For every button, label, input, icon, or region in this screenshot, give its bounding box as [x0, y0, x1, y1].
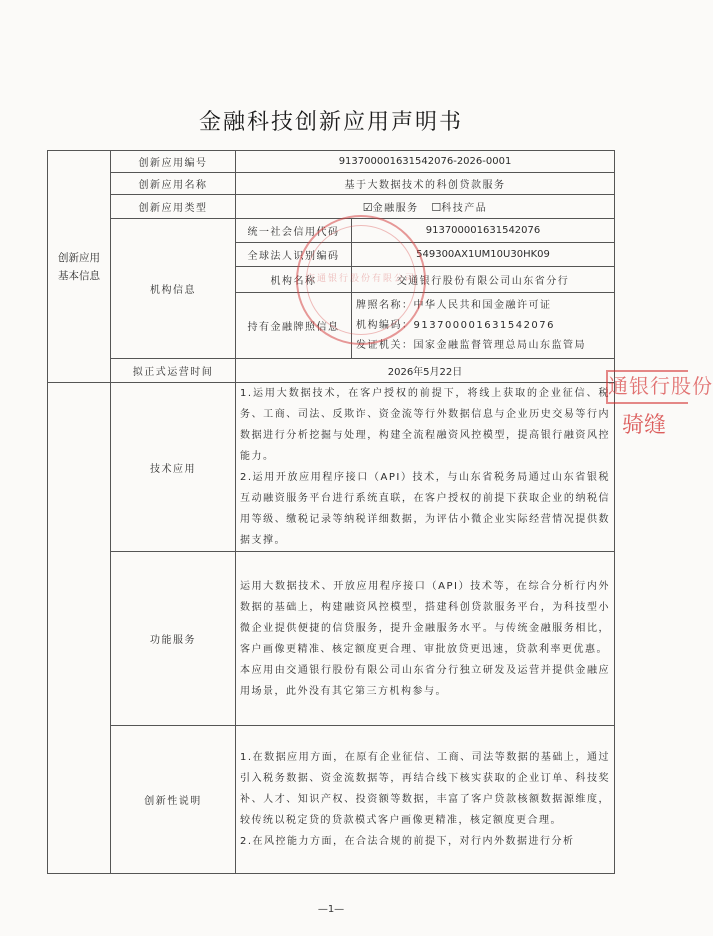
value-app-type: [236, 195, 615, 219]
label-app-name: 创新应用名称: [111, 173, 236, 195]
row-function: [48, 552, 615, 726]
label-credit-code: 统一社会信用代码: [236, 219, 352, 243]
license-code: 机构编码：913700001631542076: [356, 319, 556, 331]
license-name: 牌照名称：中华人民共和国金融许可证: [356, 299, 552, 311]
row-innovation: [48, 726, 615, 874]
function-paragraph-1: 运用大数据技术、开放应用程序接口（API）技术等，在综合分析行内外数据的基础上，构建融资风控模型，搭建科创贷款服务平台，为科技型小微企业提供便捷的信贷服务，提升金融服务水平。与传统金融服务相比，客户画像更精准、核定额度更合理、审批放贷更迅速，贷款利率更优惠。: [240, 580, 611, 655]
checkbox-tech-product[interactable]: ☐: [431, 201, 442, 214]
label-lei: 全球法人识别编码: [236, 243, 352, 267]
stamp-edge-line-1: 通银行股份: [608, 374, 713, 398]
value-license: [352, 293, 615, 359]
label-institution: 机构信息: [111, 219, 236, 359]
row-tech: [48, 383, 615, 552]
label-app-no: 创新应用编号: [111, 151, 236, 173]
stamp-edge-box: [606, 370, 688, 404]
value-tech: [236, 383, 615, 552]
checkbox-financial-service[interactable]: ☑: [362, 201, 373, 214]
tech-paragraph-2: 2.运用开放应用程序接口（API）技术，与山东省税务局通过山东省银税互动融资服务平台进行系统直联，在客户授权的前提下获取企业的纳税信用等级、缴税记录等纳税详细数据，为评估小微企业实际经营情况提供数据支撑。: [240, 472, 611, 546]
innovation-paragraph-2: 2.在风控能力方面，在合法合规的前提下，对行内外数据进行分析: [240, 836, 575, 847]
stamp-edge-line-2: 骑缝: [622, 413, 667, 438]
label-license: 持有金融牌照信息: [236, 293, 352, 359]
section-label-spacer: [48, 383, 111, 874]
label-innovation: 创新性说明: [111, 726, 236, 874]
value-launch-time: 2026年5月22日: [236, 359, 615, 383]
document-title: 金融科技创新应用声明书: [198, 110, 463, 135]
option-financial-service: 金融服务: [372, 203, 419, 214]
value-app-name: 基于大数据技术的科创贷款服务: [236, 173, 615, 195]
label-app-type: 创新应用类型: [111, 195, 236, 219]
seal-text: 交通银行股份有限公司: [305, 274, 416, 284]
row-app-name: [48, 173, 615, 195]
row-launch-time: [48, 359, 615, 383]
label-inst-name: 机构名称: [236, 267, 352, 293]
label-tech: 技术应用: [111, 383, 236, 552]
value-app-no: 913700001631542076-2026-0001: [236, 151, 615, 173]
value-inst-name: 交通银行股份有限公司山东省分行: [352, 267, 615, 293]
label-launch-time: 拟正式运营时间: [111, 359, 236, 383]
tech-paragraph-1: 1.运用大数据技术，在客户授权的前提下，将线上获取的企业征信、税务、工商、司法、反欺诈、资金流等行外数据信息与企业历史交易等行内数据进行分析挖掘与处理，构建全流程融资风控模型，提高银行融资风控能力。: [240, 388, 611, 462]
value-credit-code: 913700001631542076: [352, 219, 615, 243]
innovation-paragraph-1: 1.在数据应用方面，在原有企业征信、工商、司法等数据的基础上，通过引入税务数据、资金流数据等，再结合线下核实获取的企业订单、科技奖补、人才、知识产权、投资额等数据，丰富了客户贷款核额数据源维度，较传统以税定贷的贷款模式客户画像更精准，核定额度更合理。: [240, 752, 611, 826]
label-function: 功能服务: [111, 552, 236, 726]
section-label: 创新应用基本信息: [48, 151, 111, 383]
page-number: —1—: [317, 904, 345, 915]
row-app-type: [48, 195, 615, 219]
value-lei: 549300AX1UM10U30HK09: [352, 243, 615, 267]
value-function: [236, 552, 615, 726]
declaration-table: [47, 150, 615, 874]
license-issuer: 发证机关：国家金融监督管理总局山东监管局: [356, 339, 586, 351]
value-innovation: [236, 726, 615, 874]
row-app-no: [48, 151, 615, 173]
row-credit-code: [48, 219, 615, 243]
option-tech-product: 科技产品: [441, 203, 488, 214]
function-paragraph-2: 本应用由交通银行股份有限公司山东省分行独立研发及运营并提供金融应用场景，此外没有其它第三方机构参与。: [240, 664, 611, 697]
